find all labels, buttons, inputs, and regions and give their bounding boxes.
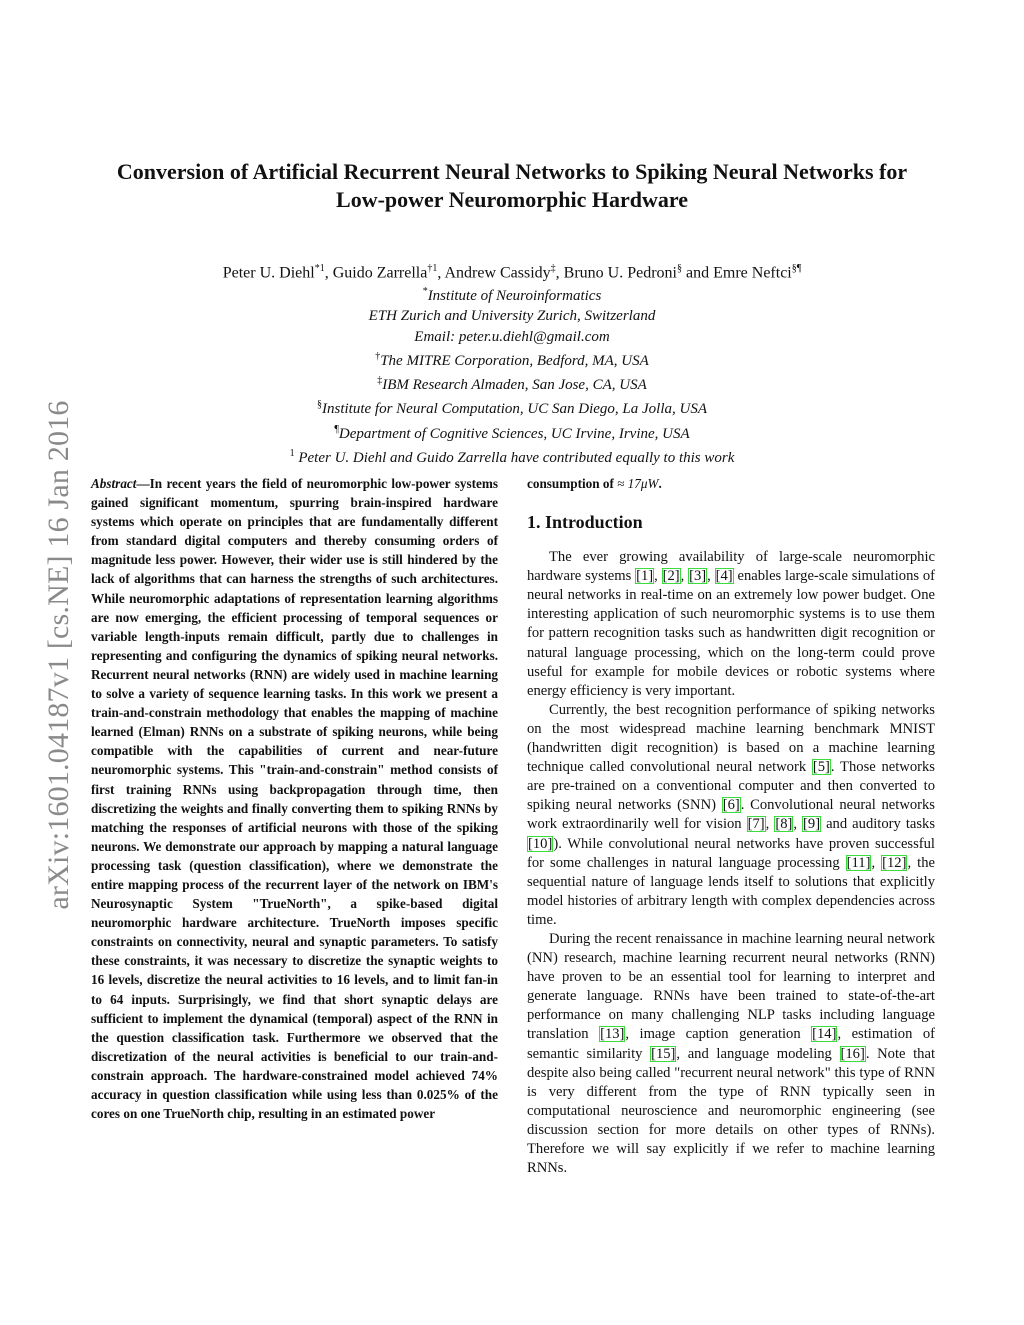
paragraph-text: , estimation of semantic similarity — [527, 1026, 935, 1062]
citation-link[interactable]: [4] — [715, 568, 733, 585]
intro-paragraph-1 — [527, 548, 935, 701]
author-separator: , — [437, 264, 445, 282]
paragraph-text: . Those networks are pre-trained on a conventional computer and then converted to spiking neural networks (SNN) — [527, 759, 935, 814]
abstract-dash: — — [136, 476, 150, 491]
affiliation-line — [80, 306, 944, 326]
author-affiliation-mark: *1 — [314, 263, 325, 274]
citation-link[interactable]: [15] — [651, 1045, 676, 1062]
citation-link[interactable]: [3] — [689, 568, 707, 585]
paragraph-text: , — [654, 568, 662, 585]
abstract-text: In recent years the field of neuromorphic low-power systems gained significant momentum, spurring brain-inspired hardware systems which operate on principles that are fundamentally different from standard digital computers and thereby consuming orders of magnitude less power. However, their wider use is still hindered by the lack of algorithms that can harness the strengths of such architectures. While neuromorphic adaptations of representation learning algorithms are now emerging, the efficient processing of temporal sequences or variable length-inputs remain difficult, partly due to challenges in representing and configuring the dynamics of spiking neural networks. Recurrent neural networks (RNN) are widely used in machine learning to solve a variety of sequence learning tasks. In this work we present a train-and-constrain methodology that enables the mapping of machine learned (Elman) RNNs on a substrate of spiking neurons, while being compatible with the capabilities of current and near-future neuromorphic systems. This "train-and-constrain" method consists of first training RNNs using backpropagation through time, then discretizing the weights and finally converting them to spiking RNNs by matching the responses of artificial neurons with those of the spiking neurons. We demonstrate our approach by mapping a natural language processing task (question classification), where we demonstrate the entire mapping process of the recurrent layer of the network on IBM's Neurosynaptic System "TrueNorth", a spike-based digital neuromorphic hardware architecture. TrueNorth imposes specific constraints on connectivity, neural and synaptic parameters. To satisfy these constraints, it was necessary to discretize the synaptic weights to 16 levels, discretize the neural activities to 16 levels, and to limit fan-in to 64 inputs. Surprisingly, we find that short synaptic delays are sufficient to implement the dynamical (temporal) aspect of the RNN in the question classification task. Furthermore we observed that the discretization of the neural activities is beneficial to our train-and-constrain approach. The hardware-constrained model achieved 74% accuracy in question classification while using less than 0.025% of the cores on one TrueNorth chip, resulting in an estimated power — [91, 476, 498, 1122]
affiliation-text: Email: peter.u.diehl@gmail.com — [414, 328, 610, 345]
affiliation-mark: † — [375, 350, 381, 362]
paper-title — [80, 158, 944, 214]
paragraph-text: . Note that despite also being called "recurrent neural network" this type of RNN is very different from the type of RNN typically seen in computational neuroscience and neuromorphic engineering (see discussion section for more details on other types of RNNs). Therefore we will say explicitly if we refer to machine learning RNNs. — [527, 1045, 936, 1177]
paragraph-text: enables large-scale simulations of neural networks in real-time on an extremely low power budget. One interesting application of such neuromorphic systems is to use them for pattern recognition tasks such as handwritten digit recognition or natural language processing, which on the long-term could prove useful for example for mobile devices or robotic systems where energy efficiency is very important. — [527, 568, 936, 699]
author-affiliation-mark: ‡ — [550, 263, 556, 274]
affiliation-text: ETH Zurich and University Zurich, Switzerland — [368, 308, 656, 325]
right-column — [527, 474, 935, 1178]
paragraph-text: , and language modeling — [676, 1045, 840, 1062]
abstract-continuation-end: . — [658, 476, 662, 491]
arxiv-identifier-stamp: arXiv:1601.04187v1 [cs.NE] 16 Jan 2016 — [42, 400, 75, 910]
affiliation-line — [80, 327, 944, 347]
affiliation-text: The MITRE Corporation, Bedford, MA, USA — [380, 352, 649, 369]
paragraph-text: , — [871, 854, 882, 871]
citation-link[interactable]: [6] — [722, 797, 740, 814]
affiliation-line — [80, 282, 944, 306]
author-separator: , — [555, 264, 564, 282]
affiliation-mark: § — [317, 399, 322, 411]
citation-link[interactable]: [11] — [846, 854, 871, 871]
citation-link[interactable]: [1] — [636, 568, 654, 585]
affiliation-list — [80, 282, 944, 468]
author-affiliation-mark: § — [677, 263, 682, 274]
section-heading-introduction: 1. Introduction — [527, 512, 643, 533]
title-line-2: Low-power Neuromorphic Hardware — [336, 187, 688, 212]
citation-link[interactable]: [2] — [662, 568, 680, 585]
paragraph-text: . Convolutional neural networks work extraordinarily well for vision — [527, 797, 935, 833]
paragraph-text: Currently, the best recognition performance of spiking networks on the most widespread machine learning benchmark MNIST (handwritten digit recognition) is based on a machine learning technique called convolutional neural network — [527, 701, 935, 776]
author-list — [80, 259, 944, 283]
affiliation-line — [80, 395, 944, 419]
affiliation-line — [80, 347, 944, 371]
paragraph-text: , — [707, 568, 715, 585]
citation-link[interactable]: [9] — [803, 816, 821, 833]
paragraph-text: , — [793, 816, 803, 833]
affiliation-text: IBM Research Almaden, San Jose, CA, USA — [382, 377, 647, 394]
paragraph-text: , — [765, 816, 775, 833]
affiliation-line — [80, 444, 944, 468]
affiliation-text: Department of Cognitive Sciences, UC Irvine, Irvine, USA — [338, 425, 690, 442]
abstract-label: Abstract — [91, 476, 137, 491]
affiliation-mark: ‡ — [377, 375, 383, 387]
paragraph-text: and auditory tasks — [821, 816, 936, 833]
author-separator: and — [682, 264, 714, 282]
paragraph-text: , image caption generation — [625, 1026, 812, 1043]
affiliation-mark: ¶ — [334, 423, 339, 435]
intro-paragraph-3 — [527, 930, 935, 1178]
author-name: Andrew Cassidy — [444, 264, 551, 282]
citation-link[interactable]: [5] — [812, 759, 830, 776]
paragraph-text: The ever growing availability of large-scale neuromorphic hardware systems — [527, 549, 935, 585]
affiliation-line — [80, 420, 944, 444]
abstract-continuation — [527, 474, 935, 493]
citation-link[interactable]: [7] — [747, 816, 765, 833]
author-name: Guido Zarrella — [332, 264, 428, 282]
paragraph-text: , — [680, 568, 689, 585]
author-affiliation-mark: §¶ — [791, 263, 802, 274]
author-name: Peter U. Diehl — [222, 264, 315, 282]
author-name: Bruno U. Pedroni — [563, 264, 677, 282]
citation-link[interactable]: [16] — [840, 1045, 865, 1062]
citation-link[interactable]: [12] — [882, 854, 907, 871]
affiliation-text: Institute for Neural Computation, UC San Diego, La Jolla, USA — [322, 401, 707, 418]
abstract — [91, 474, 498, 1123]
author-affiliation-mark: †1 — [427, 263, 438, 274]
affiliation-mark: * — [422, 286, 428, 297]
affiliation-mark: 1 — [289, 448, 295, 460]
intro-paragraph-2 — [527, 701, 935, 930]
abstract-continuation-text: consumption of — [527, 476, 618, 491]
paragraph-text: ). While convolutional neural networks have proven successful for some challenges in natural language processing — [527, 835, 935, 871]
affiliation-line — [80, 371, 944, 395]
affiliation-text: Institute of Neuroinformatics — [427, 288, 602, 304]
author-name: Emre Neftci — [713, 264, 792, 282]
abstract-column — [91, 474, 498, 1123]
citation-link[interactable]: [8] — [775, 816, 793, 833]
citation-link[interactable]: [14] — [812, 1026, 837, 1043]
affiliation-text: Peter U. Diehl and Guido Zarrella have contributed equally to this work — [294, 450, 735, 467]
citation-link[interactable]: [13] — [600, 1026, 625, 1043]
power-estimate-math: ≈ 17μW — [617, 476, 659, 491]
citation-link[interactable]: [10] — [528, 835, 553, 852]
paragraph-text: , the sequential nature of language lends itself to solutions that explicitly model histories of arbitrary length with complex dependencies across time. — [527, 854, 935, 928]
title-line-1: Conversion of Artificial Recurrent Neural Networks to Spiking Neural Networks for — [116, 159, 908, 184]
author-separator: , — [324, 264, 333, 282]
paragraph-text: During the recent renaissance in machine learning neural network (NN) research, machine learning recurrent neural networks (RNN) have proven to be an essential tool for learning to interpret and generate language. RNNs have been trained to state-of-the-art performance on many challenging NLP tasks including language translation — [527, 930, 935, 1043]
